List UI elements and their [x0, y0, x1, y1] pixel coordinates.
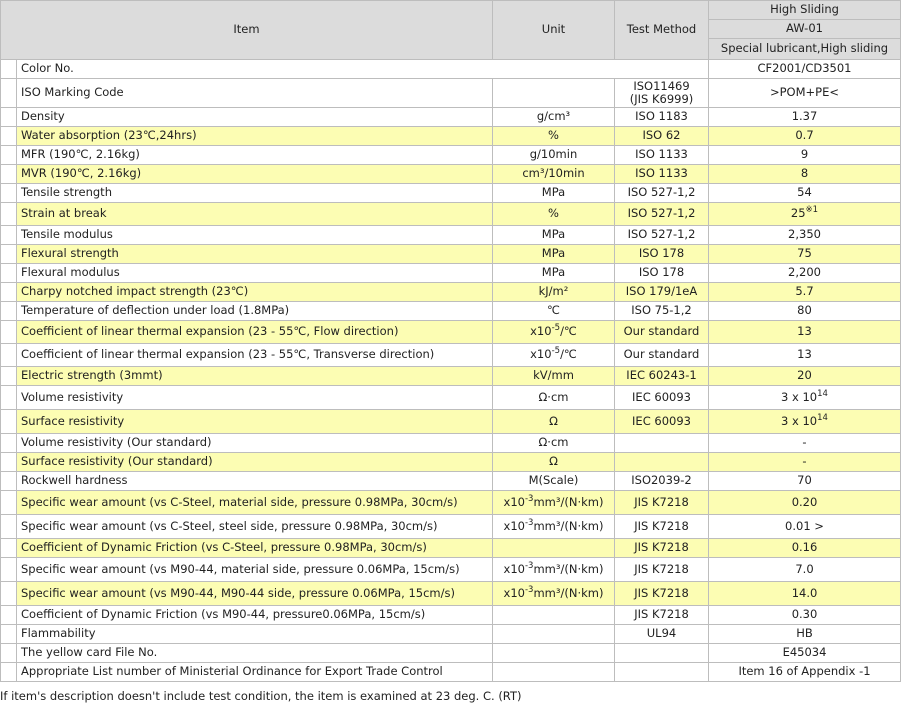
unit-cell	[493, 582, 615, 606]
test-method-cell	[615, 165, 709, 184]
row-gutter	[1, 245, 17, 264]
item-cell: Water absorption (23℃,24hrs)	[17, 127, 493, 146]
value-cell	[709, 146, 901, 165]
value-text: 54	[797, 185, 812, 200]
value-text: 14.0	[791, 585, 818, 600]
value-text: 3 x 10	[781, 389, 818, 404]
item-cell: Volume resistivity	[17, 386, 493, 410]
value-text: 3 x 10	[781, 413, 818, 428]
row-gutter	[1, 302, 17, 321]
test-method-cell	[615, 434, 709, 453]
test-method-cell	[615, 321, 709, 344]
unit-text: %	[548, 128, 559, 143]
unit-cell	[493, 283, 615, 302]
unit-cell	[493, 184, 615, 203]
unit-cell	[493, 302, 615, 321]
value-text: 2,350	[788, 227, 821, 242]
unit-text: MPa	[541, 185, 566, 200]
unit-cell	[493, 344, 615, 367]
value-cell	[709, 302, 901, 321]
test-method-text: JIS K7218	[634, 607, 689, 622]
table-row	[1, 663, 901, 682]
test-method-cell	[615, 625, 709, 644]
item-cell: MVR (190℃, 2.16kg)	[17, 165, 493, 184]
value-text: 8	[800, 166, 809, 181]
header-grade-line3: Special lubricant,High sliding	[709, 39, 901, 60]
table-row	[1, 410, 901, 434]
unit-cell	[493, 386, 615, 410]
item-cell: The yellow card File No.	[17, 644, 493, 663]
item-cell: Specific wear amount (vs M90-44, M90-44 side, pressure 0.06MPa, 15cm/s)	[17, 582, 493, 606]
value-text: 0.20	[791, 494, 818, 509]
item-cell: Electric strength (3mmt)	[17, 367, 493, 386]
unit-cell	[493, 245, 615, 264]
value-text: 20	[797, 368, 812, 383]
test-method-text: IEC 60093	[632, 389, 691, 404]
test-method-cell	[615, 226, 709, 245]
value-cell	[709, 410, 901, 434]
row-gutter	[1, 644, 17, 663]
unit-text: x10	[503, 561, 525, 576]
test-method-text: ISO 178	[638, 265, 685, 280]
test-method-text: ISO 62	[642, 128, 681, 143]
value-superscript: ※1	[805, 205, 819, 216]
test-method-cell	[615, 264, 709, 283]
row-gutter	[1, 184, 17, 203]
unit-suffix: mm³/(N·km)	[533, 518, 604, 533]
table-row	[1, 434, 901, 453]
test-method-text: Our standard	[623, 347, 700, 362]
row-gutter	[1, 515, 17, 539]
value-cell	[709, 606, 901, 625]
unit-exponent: -3	[524, 517, 534, 528]
value-cell	[709, 386, 901, 410]
table-row	[1, 606, 901, 625]
unit-suffix: /℃	[560, 324, 577, 339]
unit-exponent: -3	[524, 560, 534, 571]
item-cell: Flexural strength	[17, 245, 493, 264]
row-gutter	[1, 203, 17, 226]
unit-text: x10	[503, 518, 525, 533]
value-cell	[709, 60, 901, 79]
row-gutter	[1, 165, 17, 184]
unit-cell	[493, 367, 615, 386]
value-text: 25	[790, 206, 806, 221]
item-cell: Tensile modulus	[17, 226, 493, 245]
item-cell: Tensile strength	[17, 184, 493, 203]
row-gutter	[1, 146, 17, 165]
row-gutter	[1, 472, 17, 491]
unit-cell	[493, 663, 615, 682]
value-cell	[709, 283, 901, 302]
header-grade-line2: AW-01	[709, 20, 901, 39]
test-method-text: ISO 527-1,2	[627, 185, 696, 200]
property-rows	[1, 60, 901, 682]
test-method-cell	[615, 558, 709, 582]
row-gutter	[1, 410, 17, 434]
table-row	[1, 60, 901, 79]
test-method-text: ISO11469	[633, 78, 690, 93]
test-method-text: ISO 527-1,2	[627, 227, 696, 242]
value-cell	[709, 515, 901, 539]
unit-cell	[493, 127, 615, 146]
row-gutter	[1, 582, 17, 606]
header-test-method: Test Method	[615, 1, 709, 60]
test-method-text: ISO 1133	[635, 166, 688, 181]
row-gutter	[1, 434, 17, 453]
test-method-cell	[615, 245, 709, 264]
unit-text: Ω·cm	[538, 389, 569, 404]
unit-text: ℃	[547, 303, 560, 318]
unit-cell	[493, 410, 615, 434]
unit-text: x10	[503, 585, 525, 600]
value-cell	[709, 472, 901, 491]
test-method-cell	[615, 283, 709, 302]
unit-cell	[493, 264, 615, 283]
test-method-cell	[615, 582, 709, 606]
row-gutter	[1, 491, 17, 515]
test-method-text: JIS K7218	[634, 585, 689, 600]
value-text: -	[802, 435, 807, 450]
value-text: 9	[800, 147, 809, 162]
test-method-text: ISO 527-1,2	[627, 206, 696, 221]
table-row	[1, 625, 901, 644]
test-method-cell	[615, 644, 709, 663]
item-cell: Specific wear amount (vs C-Steel, material side, pressure 0.98MPa, 30cm/s)	[17, 491, 493, 515]
unit-exponent: -3	[524, 584, 534, 595]
item-cell: Charpy notched impact strength (23℃)	[17, 283, 493, 302]
table-row	[1, 644, 901, 663]
test-method-text: ISO 178	[638, 246, 685, 261]
test-method-cell	[615, 108, 709, 127]
table-row	[1, 245, 901, 264]
item-cell: Appropriate List number of Ministerial Ordinance for Export Trade Control	[17, 663, 493, 682]
footnote: If item's description doesn't include test condition, the item is examined at 23 deg. C. (RT)	[0, 689, 522, 703]
item-cell: MFR (190℃, 2.16kg)	[17, 146, 493, 165]
table-row	[1, 146, 901, 165]
value-cell	[709, 264, 901, 283]
unit-cell	[493, 146, 615, 165]
value-cell	[709, 367, 901, 386]
test-method-cell	[615, 184, 709, 203]
row-gutter	[1, 367, 17, 386]
table-row	[1, 515, 901, 539]
row-gutter	[1, 453, 17, 472]
unit-text: %	[548, 206, 559, 221]
test-method-cell	[615, 606, 709, 625]
test-method-cell	[615, 203, 709, 226]
test-method-cell	[615, 663, 709, 682]
item-cell: Surface resistivity (Our standard)	[17, 453, 493, 472]
unit-cell	[493, 434, 615, 453]
row-gutter	[1, 108, 17, 127]
unit-cell	[493, 226, 615, 245]
table-row	[1, 165, 901, 184]
item-cell: Coefficient of linear thermal expansion (23 - 55℃, Transverse direction)	[17, 344, 493, 367]
row-gutter	[1, 386, 17, 410]
item-cell: Coefficient of Dynamic Friction (vs M90-44, pressure0.06MPa, 15cm/s)	[17, 606, 493, 625]
test-method-cell	[615, 302, 709, 321]
value-text: Item 16 of Appendix -1	[738, 664, 871, 679]
value-text: 7.0	[795, 561, 814, 576]
value-text: 2,200	[788, 265, 821, 280]
unit-text: Ω·cm	[538, 435, 569, 450]
value-text: 0.30	[791, 607, 818, 622]
table-row	[1, 367, 901, 386]
table-row	[1, 226, 901, 245]
table-row	[1, 203, 901, 226]
header-grade-line1: High Sliding	[709, 1, 901, 20]
test-method-cell	[615, 539, 709, 558]
unit-suffix: mm³/(N·km)	[533, 561, 604, 576]
test-method-text: ISO2039-2	[631, 473, 692, 488]
value-text: 0.7	[795, 128, 814, 143]
unit-suffix: mm³/(N·km)	[533, 585, 604, 600]
value-cell	[709, 184, 901, 203]
test-method-cell	[615, 344, 709, 367]
unit-text: x10	[503, 494, 525, 509]
test-method-cell	[615, 515, 709, 539]
unit-cell	[493, 472, 615, 491]
table-row	[1, 491, 901, 515]
row-gutter	[1, 283, 17, 302]
table-row	[1, 386, 901, 410]
value-text: E45034	[782, 645, 827, 660]
test-method-text: ISO 1183	[635, 109, 688, 124]
value-cell	[709, 344, 901, 367]
row-gutter	[1, 663, 17, 682]
test-method-cell	[615, 127, 709, 146]
value-cell	[709, 453, 901, 472]
value-text: CF2001/CD3501	[757, 61, 852, 76]
item-cell: Volume resistivity (Our standard)	[17, 434, 493, 453]
row-gutter	[1, 606, 17, 625]
table-row	[1, 582, 901, 606]
unit-text: kJ/m²	[538, 284, 569, 299]
table-row	[1, 184, 901, 203]
row-gutter	[1, 79, 17, 108]
table-row	[1, 344, 901, 367]
value-cell	[709, 127, 901, 146]
unit-text: g/cm³	[536, 109, 571, 124]
item-cell: Rockwell hardness	[17, 472, 493, 491]
unit-text: MPa	[541, 265, 566, 280]
table-row	[1, 79, 901, 108]
row-gutter	[1, 625, 17, 644]
test-method-text: IEC 60243-1	[626, 368, 697, 383]
unit-text: cm³/10min	[522, 166, 585, 181]
test-method-cell	[615, 386, 709, 410]
unit-cell	[493, 491, 615, 515]
test-method-subtext: (JIS K6999)	[629, 92, 694, 106]
item-cell: Specific wear amount (vs M90-44, material side, pressure 0.06MPa, 15cm/s)	[17, 558, 493, 582]
table-row	[1, 453, 901, 472]
table-row	[1, 127, 901, 146]
value-text: 75	[797, 246, 812, 261]
test-method-cell	[615, 410, 709, 434]
value-text: 0.16	[791, 540, 818, 555]
item-cell: Coefficient of Dynamic Friction (vs C-Steel, pressure 0.98MPa, 30cm/s)	[17, 539, 493, 558]
row-gutter	[1, 344, 17, 367]
value-cell	[709, 625, 901, 644]
test-method-cell	[615, 491, 709, 515]
unit-exponent: -5	[551, 346, 561, 357]
value-superscript: 14	[817, 412, 828, 423]
unit-text: kV/mm	[533, 368, 574, 383]
item-cell: Flexural modulus	[17, 264, 493, 283]
unit-cell	[493, 515, 615, 539]
value-text: 80	[797, 303, 812, 318]
table-row	[1, 558, 901, 582]
unit-cell	[493, 453, 615, 472]
test-method-cell	[615, 367, 709, 386]
test-method-text: IEC 60093	[632, 413, 691, 428]
table-row	[1, 302, 901, 321]
item-cell: Color No.	[17, 60, 709, 79]
row-gutter	[1, 264, 17, 283]
test-method-text: ISO 1133	[635, 147, 688, 162]
value-cell	[709, 108, 901, 127]
unit-cell	[493, 321, 615, 344]
value-cell	[709, 644, 901, 663]
unit-text: Ω	[549, 413, 558, 428]
value-cell	[709, 434, 901, 453]
header-item: Item	[1, 1, 493, 60]
test-method-text: JIS K7218	[634, 494, 689, 509]
item-cell: Flammability	[17, 625, 493, 644]
test-method-text: ISO 179/1eA	[625, 284, 698, 299]
value-cell	[709, 226, 901, 245]
test-method-cell	[615, 472, 709, 491]
header-unit: Unit	[493, 1, 615, 60]
unit-cell	[493, 644, 615, 663]
item-cell: Temperature of deflection under load (1.8MPa)	[17, 302, 493, 321]
value-text: >POM+PE<	[769, 85, 840, 100]
value-cell	[709, 79, 901, 108]
test-method-text: UL94	[646, 626, 677, 641]
table-row	[1, 283, 901, 302]
unit-suffix: mm³/(N·km)	[533, 494, 604, 509]
unit-cell	[493, 108, 615, 127]
unit-text: Ω	[549, 454, 558, 469]
item-cell: Strain at break	[17, 203, 493, 226]
row-gutter	[1, 539, 17, 558]
table-row	[1, 108, 901, 127]
unit-text: M(Scale)	[528, 473, 579, 488]
value-text: -	[802, 454, 807, 469]
item-cell: ISO Marking Code	[17, 79, 493, 108]
table-row	[1, 539, 901, 558]
value-text: 13	[797, 347, 812, 362]
value-cell	[709, 539, 901, 558]
test-method-cell	[615, 79, 709, 108]
row-gutter	[1, 60, 17, 79]
unit-text: g/10min	[529, 147, 578, 162]
row-gutter	[1, 226, 17, 245]
row-gutter	[1, 127, 17, 146]
test-method-text: JIS K7218	[634, 561, 689, 576]
test-method-cell	[615, 146, 709, 165]
table-row	[1, 264, 901, 283]
value-superscript: 14	[817, 388, 828, 399]
value-text: 70	[797, 473, 812, 488]
unit-exponent: -3	[524, 493, 534, 504]
value-cell	[709, 663, 901, 682]
item-cell: Surface resistivity	[17, 410, 493, 434]
unit-cell	[493, 539, 615, 558]
unit-exponent: -5	[551, 323, 561, 334]
value-cell	[709, 582, 901, 606]
test-method-text: ISO 75-1,2	[631, 303, 692, 318]
unit-text: x10	[530, 347, 552, 362]
table-row	[1, 321, 901, 344]
item-cell: Coefficient of linear thermal expansion (23 - 55℃, Flow direction)	[17, 321, 493, 344]
unit-cell	[493, 606, 615, 625]
value-text: HB	[796, 626, 813, 641]
unit-cell	[493, 165, 615, 184]
item-cell: Specific wear amount (vs C-Steel, steel side, pressure 0.98MPa, 30cm/s)	[17, 515, 493, 539]
value-cell	[709, 165, 901, 184]
unit-text: MPa	[541, 227, 566, 242]
value-text: 0.01 >	[785, 518, 824, 533]
unit-text: MPa	[541, 246, 566, 261]
unit-text: x10	[530, 324, 552, 339]
value-cell	[709, 321, 901, 344]
row-gutter	[1, 558, 17, 582]
test-method-text: Our standard	[623, 324, 700, 339]
value-cell	[709, 491, 901, 515]
value-text: 5.7	[795, 284, 814, 299]
table-row	[1, 472, 901, 491]
item-cell: Density	[17, 108, 493, 127]
unit-cell	[493, 558, 615, 582]
value-cell	[709, 558, 901, 582]
value-text: 13	[797, 324, 812, 339]
value-cell	[709, 203, 901, 226]
row-gutter	[1, 321, 17, 344]
unit-cell	[493, 203, 615, 226]
value-cell	[709, 245, 901, 264]
unit-suffix: /℃	[560, 347, 577, 362]
test-method-text: JIS K7218	[634, 518, 689, 533]
unit-cell	[493, 79, 615, 108]
value-text: 1.37	[791, 109, 818, 124]
test-method-cell	[615, 453, 709, 472]
unit-cell	[493, 625, 615, 644]
test-method-text: JIS K7218	[634, 540, 689, 555]
